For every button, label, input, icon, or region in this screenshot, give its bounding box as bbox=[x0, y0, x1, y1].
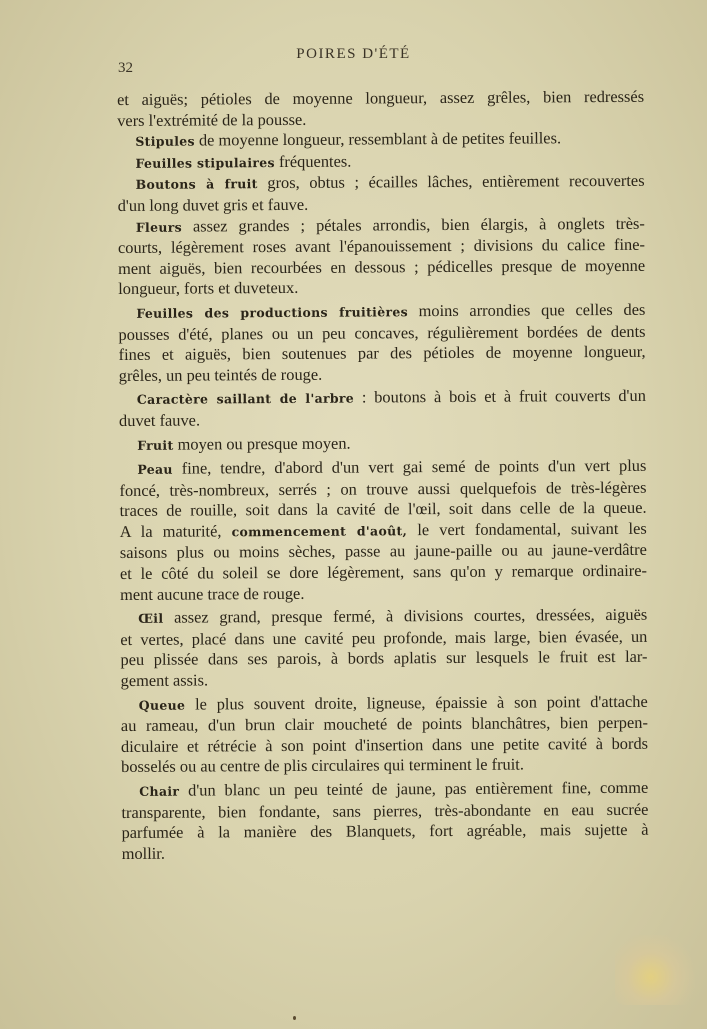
text-line bbox=[120, 561, 647, 585]
line-text: parfumée à la manière des Blanquets, fort agréable, mais sujette à bbox=[121, 819, 649, 843]
line-text: bosselés ou au centre de plis circulaires qui terminent le fruit. bbox=[121, 754, 524, 777]
line-text: longueur, forts et duveteux. bbox=[118, 278, 299, 299]
line-text: foncé, très-nombreux, serrés ; on trouve aussi quelquefois de très-légères bbox=[119, 477, 647, 500]
line-text: fine, tendre, d'abord d'un vert gai semé de points d'un vert plus bbox=[172, 455, 647, 478]
line-text: : boutons à bois et à fruit couverts d'un bbox=[353, 386, 646, 407]
line-text: de moyenne longueur, ressemblant à de petites feuilles. bbox=[194, 128, 562, 150]
paragraph bbox=[118, 300, 645, 387]
paragraph-lead-term: Feuilles des productions fruitières bbox=[136, 304, 408, 321]
paragraph bbox=[118, 213, 645, 300]
line-text: peu plissée dans ses parois, à bords aplatis sur lesquels le fruit est lar- bbox=[120, 647, 648, 670]
line-text: A la maturité, commencement d'août, le vert fondamental, suivant les bbox=[119, 518, 647, 541]
line-text: courts, légèrement roses avant l'épanouissement ; divisions du calice fine- bbox=[117, 234, 646, 258]
line-text: et vertes, placé dans une cavité peu profonde, mais large, bien évasée, un bbox=[120, 626, 648, 649]
line-text: ment aucune trace de rouge. bbox=[120, 583, 305, 604]
line-text: moins arrondies que celles des bbox=[407, 299, 646, 321]
text-line bbox=[118, 276, 645, 300]
line-text: mollir. bbox=[121, 843, 165, 863]
line-text: au rameau, d'un brun clair moucheté de points blanchâtres, bien perpen- bbox=[120, 712, 648, 736]
text-line bbox=[121, 754, 648, 778]
text-line bbox=[119, 431, 646, 456]
paragraph-lead-term: Fleurs bbox=[135, 219, 182, 235]
text-line bbox=[119, 386, 646, 411]
line-text: fréquentes. bbox=[274, 151, 352, 171]
text-line bbox=[118, 256, 645, 280]
paragraph bbox=[121, 691, 648, 778]
line-text: ment aiguës, bien recourbées en dessous ; pédicelles presque de moyenne bbox=[118, 255, 646, 278]
paragraph-lead-term: Fruit bbox=[137, 437, 174, 453]
text-line bbox=[121, 820, 648, 844]
line-text: traces de rouille, soit dans la cavité de l'œil, soit dans celle de la queue. bbox=[119, 498, 647, 521]
text-line bbox=[119, 342, 646, 366]
text-line bbox=[117, 87, 644, 111]
line-text: et aiguës; pétioles de moyenne longueur, assez grêles, bien redressés bbox=[117, 86, 645, 109]
paragraph bbox=[117, 87, 644, 131]
text-line bbox=[118, 171, 645, 196]
text-line bbox=[121, 668, 648, 692]
line-text: le plus souvent droite, ligneuse, épaissie à son point d'attache bbox=[185, 691, 648, 714]
paragraph-lead-term: Caractère saillant de l'arbre bbox=[136, 390, 355, 408]
paragraph bbox=[119, 386, 646, 431]
line-text: saisons plus ou moins sèches, passe au jaune-paille ou au jaune-verdâtre bbox=[119, 540, 647, 563]
line-text: assez grandes ; pétales arrondis, bien élargis, à onglets très- bbox=[181, 213, 645, 236]
text-line bbox=[122, 841, 649, 865]
paragraph bbox=[119, 431, 646, 456]
text-line bbox=[121, 734, 648, 758]
running-title: POIRES D'ÉTÉ bbox=[296, 46, 411, 62]
text-line bbox=[120, 647, 647, 671]
paragraph bbox=[119, 456, 647, 605]
page-body-text bbox=[117, 87, 649, 865]
line-text: d'un long duvet gris et fauve. bbox=[117, 194, 309, 215]
paragraph-lead-term: Stipules bbox=[135, 133, 195, 150]
paragraph-lead-term: Peau bbox=[137, 461, 173, 477]
line-text: diculaire et rétrécie à son point d'insertion dans une petite cavité à bords bbox=[120, 733, 649, 756]
line-text: vers l'extrémité de la pousse. bbox=[117, 109, 307, 130]
line-text: et le côté du soleil se dore légèrement, sans qu'on y remarque ordinaire- bbox=[119, 560, 648, 584]
text-line bbox=[119, 362, 646, 386]
line-text: transparente, bien fondante, sans pierres, très-abondante en eau sucrée bbox=[121, 799, 649, 822]
paragraph bbox=[120, 605, 647, 692]
paragraph-lead-term: Chair bbox=[139, 783, 180, 799]
paragraph-lead-term: Œil bbox=[138, 610, 164, 627]
paragraph-lead-term: Boutons à fruit bbox=[135, 176, 258, 193]
line-text: grêles, un peu teintés de rouge. bbox=[118, 364, 323, 385]
ink-speck bbox=[293, 1016, 296, 1020]
text-line bbox=[119, 408, 646, 432]
paragraph bbox=[118, 171, 645, 216]
paragraph bbox=[121, 778, 648, 865]
line-text: fines et aiguës, bien soutenues par des pétioles de moyenne longueur, bbox=[118, 341, 646, 365]
line-text: assez grand, presque fermé, à divisions courtes, dressées, aiguës bbox=[163, 605, 648, 627]
paragraph-lead-term: Queue bbox=[138, 697, 186, 713]
paper-stain bbox=[615, 935, 695, 1005]
line-text: d'un blanc un peu teinté de jaune, pas entièrement fine, comme bbox=[179, 777, 649, 800]
text-line bbox=[120, 581, 647, 605]
line-text: gement assis. bbox=[120, 670, 209, 691]
line-text: pousses d'été, planes ou un peu concaves, régulièrement bordées de dents bbox=[118, 321, 646, 344]
line-text: gros, obtus ; écailles lâches, entièrement recouvertes bbox=[257, 171, 645, 193]
line-text: duvet fauve. bbox=[118, 410, 201, 430]
paragraph-lead-term: Feuilles stipulaires bbox=[135, 154, 275, 171]
page-number: 32 bbox=[118, 60, 133, 76]
line-text: moyen ou presque moyen. bbox=[173, 433, 351, 454]
